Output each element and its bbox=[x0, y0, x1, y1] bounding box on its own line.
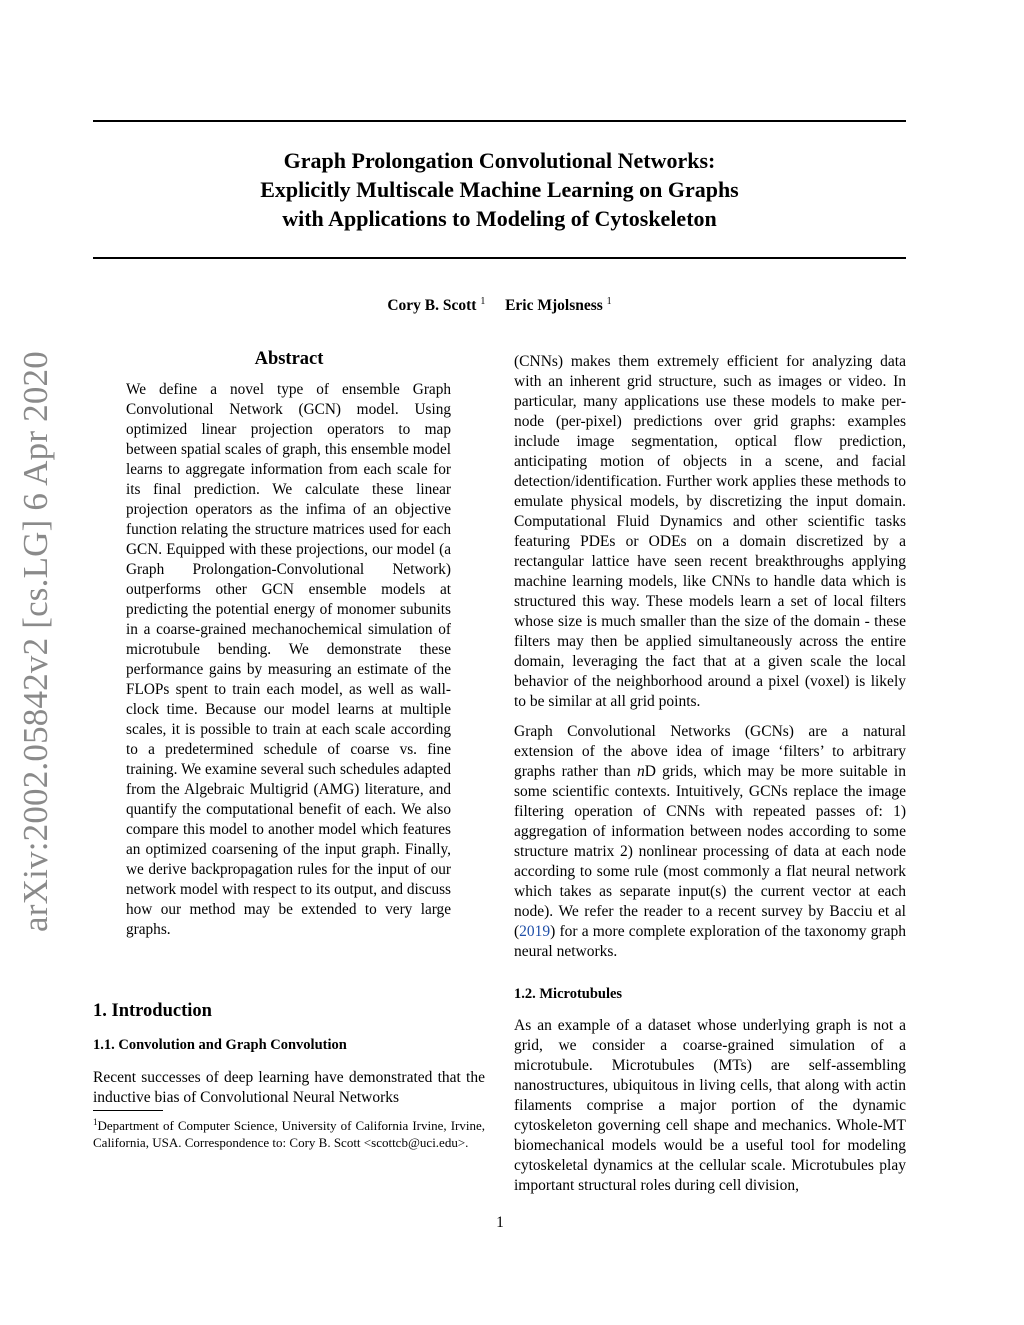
affiliation-footnote bbox=[93, 1114, 485, 1151]
title-line-1: Graph Prolongation Convolutional Networks: bbox=[283, 148, 716, 173]
title-rule-top bbox=[93, 120, 906, 122]
arxiv-side-stamp: arXiv:2002.05842v2 [cs.LG] 6 Apr 2020 bbox=[16, 351, 55, 932]
page-number: 1 bbox=[496, 1214, 504, 1231]
paper-title bbox=[93, 146, 906, 233]
footnote-mark: 1 bbox=[93, 1117, 98, 1127]
microtubule-paragraph: As an example of a dataset whose underlying graph is not a grid, we consider a coarse-grained simulation of a microtubule. Microtubules (MTs) are self-assembling nanostructures, ubiquitous in living cells, that along with actin filaments comprise a major portion of the dynamic cytoskeleton governing cell shape and mechanics. Whole-MT biomechanical models would be a useful tool for modeling cytoskeletal dynamics at the cellular scale. Microtubules play important structural roles during cell division, bbox=[514, 1017, 906, 1194]
title-line-2: Explicitly Multiscale Machine Learning on Graphs bbox=[260, 177, 739, 202]
citation-link[interactable]: 2019 bbox=[519, 923, 551, 940]
section-heading: 1. Introduction bbox=[93, 1001, 212, 1021]
subsection-heading: 1.1. Convolution and Graph Convolution bbox=[93, 1037, 347, 1053]
title-rule-bottom bbox=[93, 257, 906, 259]
subsection-heading: 1.2. Microtubules bbox=[514, 986, 623, 1002]
affiliation-mark: 1 bbox=[480, 296, 486, 307]
affiliation-mark: 1 bbox=[606, 296, 612, 307]
cnn-paragraph: (CNNs) makes them extremely efficient for analyzing data with an inherent grid structure, such as images or video. In particular, many applications use these models to make per-node (per-pixel) predictions over grid graphs: examples include image segmentation, optical flow prediction, anticipating motion of objects in a scene, and facial detection/identification. Further work applies these methods to emulate physical models, by discretizing the input domain. Computational Fluid Dynamics and other scientific tasks featuring PDEs or ODEs on a domain discretized by a rectangular lattice have seen recent breakthroughs applying machine learning models, like CNNs to handle data which is structured this way. These models learn a set of local filters whose size is much smaller than the size of the domain - these filters may then be applied simultaneously across the entire domain, leveraging the fact that at a given scale the local behavior of the neighborhood around a pixel (voxel) is likely to be similar at all grid points. bbox=[514, 353, 906, 710]
abstract-heading: Abstract bbox=[254, 349, 324, 369]
intro-paragraph-start: Recent successes of deep learning have demonstrated that the inductive bias of Convolutional Neural Networks bbox=[93, 1069, 485, 1106]
gcn-paragraph: Graph Convolutional Networks (GCNs) are a natural extension of the above idea of image ‘filters’ to arbitrary graphs rather than nD grids, which may be more suitable in some scientific contexts. Intuitively, GCNs replace the image filtering operation of CNNs with repeated passes of: 1) aggregation of information between nodes according to some structure matrix 2) nonlinear processing of data at each node according to some rule (most commonly a flat neural network which takes as separate input(s) the current vector at each node). We refer the reader to a recent survey by Bacciu et al (2019) for a more complete exploration of the taxonomy graph neural networks. bbox=[514, 723, 906, 960]
author-name: Eric Mjolsness bbox=[505, 297, 603, 314]
footnote-text: Department of Computer Science, University of California Irvine, Irvine, California, USA. Correspondence to: Cory B. Scott <scottcb@uci.edu>. bbox=[93, 1118, 485, 1150]
author-name: Cory B. Scott bbox=[387, 297, 477, 314]
title-line-3: with Applications to Modeling of Cytoskeleton bbox=[282, 206, 717, 231]
footnote-rule bbox=[93, 1110, 163, 1111]
author-list bbox=[93, 293, 906, 315]
abstract-body: We define a novel type of ensemble Graph Convolutional Network (GCN) model. Using optimized linear projection operators to map between spatial scales of graph, this ensemble model learns to aggregate information from each scale for its final prediction. We calculate these linear projection operators as the infima of an objective function relating the structure matrices used for each GCN. Equipped with these projections, our model (a Graph Prolongation-Convolutional Network) outperforms other GCN ensemble models at predicting the potential energy of monomer subunits in a coarse-grained mechanochemical simulation of microtubule bending. We demonstrate these performance gains by measuring an estimate of the FLOPs spent to train each model, as well as wall-clock time. Because our model learns at multiple scales, it is possible to train at each scale according to a predetermined schedule of coarse vs. fine training. We examine several such schedules adapted from the Algebraic Multigrid (AMG) literature, and quantify the computational benefit of each. We also compare this model to another model which features an optimized coarsening of the input graph. Finally, we derive backpropagation rules for the input of our network model with respect to its output, and discuss how our method may be extended to very large graphs. bbox=[126, 381, 452, 938]
